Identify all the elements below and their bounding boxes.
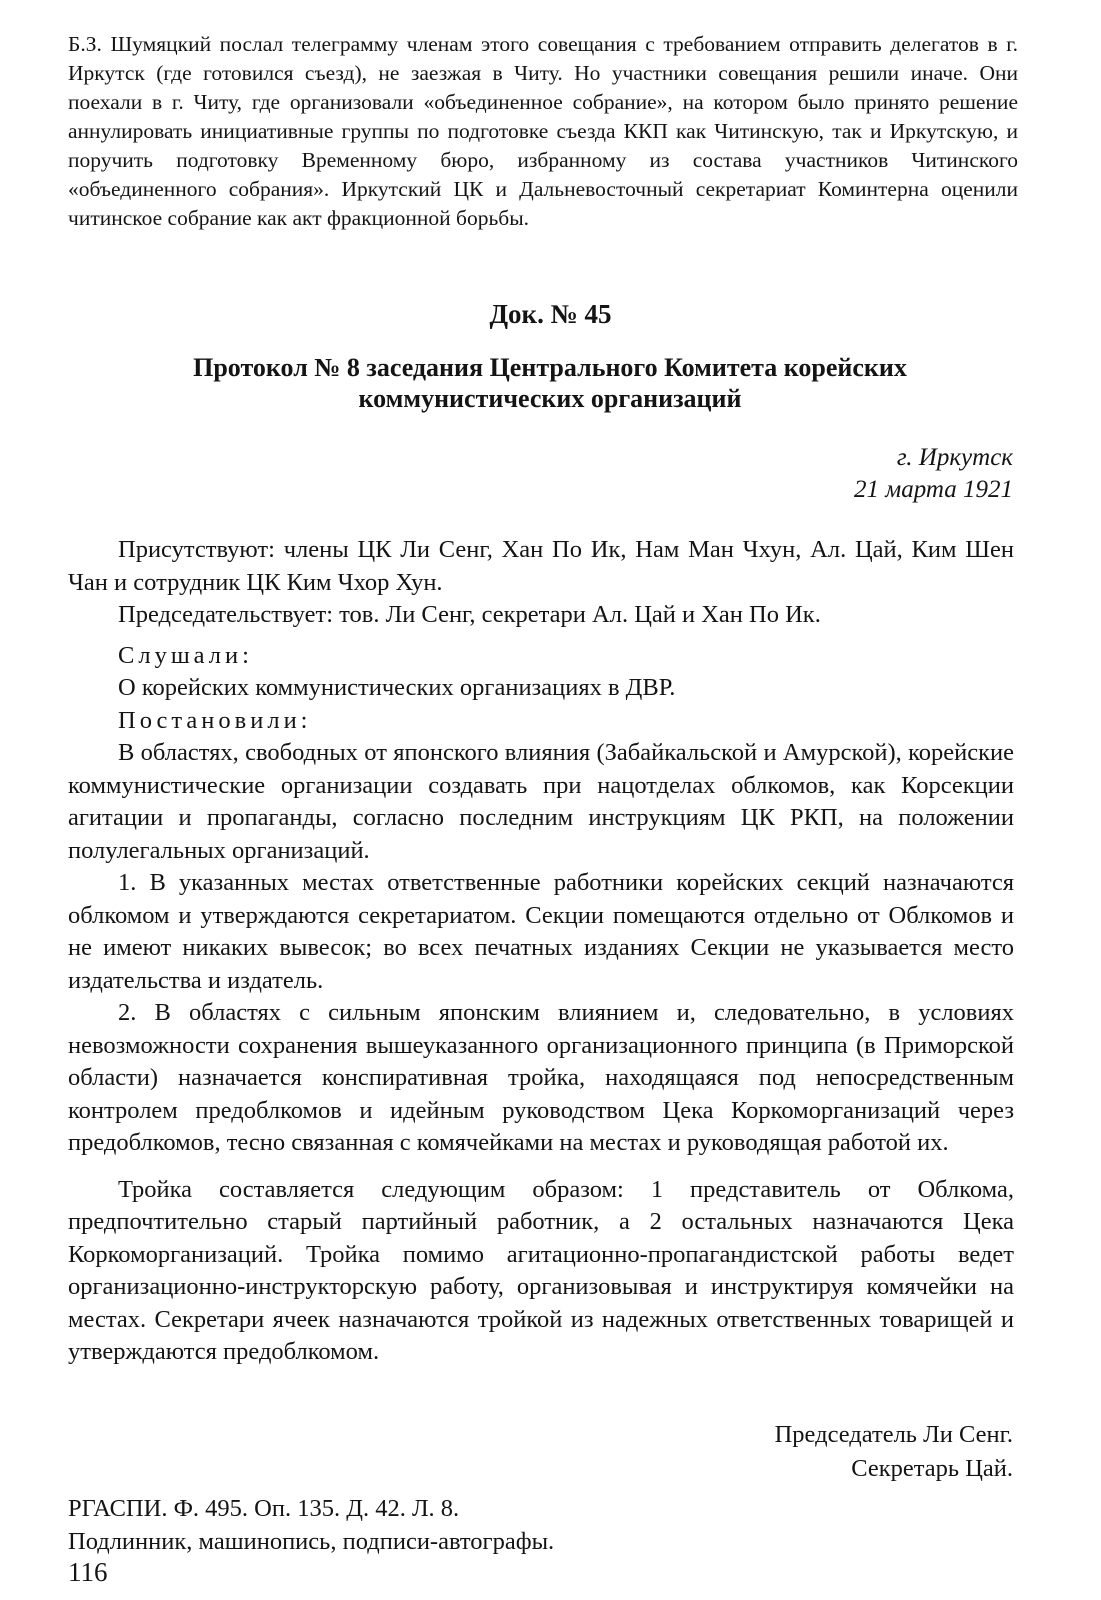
document-description: Подлинник, машинопись, подписи-автографы. <box>68 1528 555 1555</box>
document-body <box>68 534 1014 1369</box>
secretary-signature: Секретарь Цай. <box>851 1455 1013 1482</box>
resolution-paragraph: В областях, свободных от японского влияния (Забайкальской и Амурской), корейские коммунистические организации создавать при нацотделах облкомов, как Корсекции агитации и пропаганды, согласно последним инструкциям ЦК РКП, на положении полулегальных организаций. <box>68 739 1014 864</box>
place-date-block <box>854 442 1013 506</box>
heard-heading: Слушали: <box>118 641 253 669</box>
document-number: Док. № 45 <box>489 299 612 329</box>
document-date: 21 марта 1921 <box>854 476 1013 503</box>
archive-reference: РГАСПИ. Ф. 495. Оп. 135. Д. 42. Л. 8. <box>68 1495 460 1522</box>
heard-topic: О корейских коммунистических организациях в ДВР. <box>118 674 676 701</box>
troika-paragraph: Тройка составляется следующим образом: 1 представитель от Облкома, предпочтительно старый партийный работник, а 2 остальных назначаются Цека Коркоморганизаций. Тройка помимо агитационно-пропагандистской работы ведет организационно-инструкторскую работу, организовывая и инструктируя комячейки на местах. Секретари ячеек назначаются тройкой из надежных ответственных товарищей и утверждаются предоблкомом. <box>68 1175 1014 1365</box>
chairman-signature: Председатель Ли Сенг. <box>774 1421 1013 1448</box>
resolution-item-2: 2. В областях с сильным японским влиянием и, следовательно, в условиях невозможности сохранения вышеуказанного организационного принципа (в Приморской области) назначается конспиративная тройка, находящаяся под непосредственным контролем предоблкомов и идейным руководством Цека Коркоморганизаций через предоблкомов, тесно связанная с комячейками на местах и руководящая работой их. <box>68 999 1014 1156</box>
chair-paragraph: Председательствует: тов. Ли Сенг, секретари Ал. Цай и Хан По Ик. <box>118 601 821 628</box>
archive-source <box>68 1492 554 1558</box>
footnote-text: Б.З. Шумяцкий послал телеграмму членам этого совещания с требованием отправить делегатов в г. Иркутск (где готовился съезд), не заезжая в Читу. Но участники совещания решили иначе. Они поехали в г. Читу, где организовали «объединенное собрание», на котором было принято решение аннулировать инициативные группы по подготовке съезда ККП как Читинскую, так и Иркутскую, и поручить подготовку Временному бюро, избранному из состава участников Читинского «объединенного собрания». Иркутский ЦК и Дальневосточный секретариат Коминтерна оценили читинское собрание как акт фракционной борьбы. <box>68 32 1018 230</box>
document-place: г. Иркутск <box>896 444 1013 471</box>
resolution-item-1: 1. В указанных местах ответственные работники корейских секций назначаются облкомом и утверждаются секретариатом. Секции помещаются отдельно от Облкомов и не имеют никаких вывесок; во всех печатных изданиях Секции не указывается место издательства и издатель. <box>68 869 1014 994</box>
page-number: 116 <box>68 1557 108 1587</box>
document-title: Протокол № 8 заседания Центрального Комитета корейских коммунистических организаций <box>193 353 907 413</box>
signature-block <box>775 1418 1013 1486</box>
attendees-paragraph: Присутствуют: члены ЦК Ли Сенг, Хан По Ик, Нам Ман Чхун, Ал. Цай, Ким Шен Чан и сотрудник ЦК Ким Чхор Хун. <box>68 536 1014 596</box>
resolved-heading: Постановили: <box>118 706 312 734</box>
